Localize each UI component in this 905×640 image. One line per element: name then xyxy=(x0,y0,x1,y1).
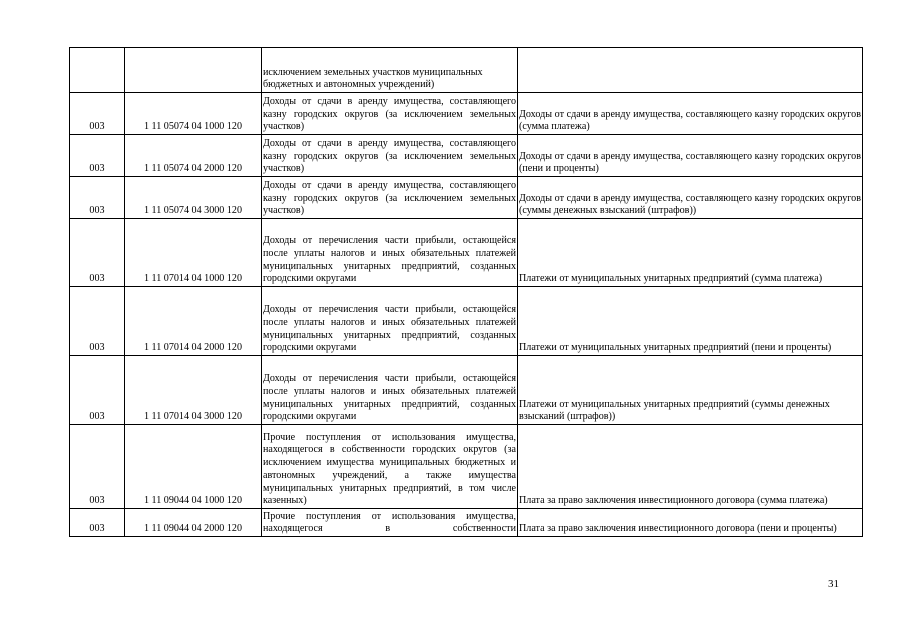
page-number: 31 xyxy=(828,578,839,590)
table-row xyxy=(70,287,863,356)
budget-code-cell: 1 11 07014 04 2000 120 xyxy=(125,287,262,356)
income-description-cell: Платежи от муниципальных унитарных предприятий (сумма платежа) xyxy=(518,219,863,287)
budget-code-cell: 1 11 05074 04 2000 120 xyxy=(125,135,262,177)
income-name-cell: Прочие поступления от использования имущества, находящегося в собственности городских округов (за исключением имущества муниципальных бюджетных и автономных учреждений, а также имущества муниципальных унитарных предприятий, в том числе казенных) xyxy=(262,425,518,509)
income-description-cell xyxy=(518,48,863,93)
income-description-cell: Доходы от сдачи в аренду имущества, составляющего казну городских округов (пени и проценты) xyxy=(518,135,863,177)
budget-code-cell: 1 11 07014 04 1000 120 xyxy=(125,219,262,287)
table-row xyxy=(70,177,863,219)
admin-code-cell xyxy=(70,48,125,93)
income-description-cell: Плата за право заключения инвестиционного договора (сумма платежа) xyxy=(518,425,863,509)
table-row xyxy=(70,48,863,93)
income-description-cell: Плата за право заключения инвестиционного договора (пени и проценты) xyxy=(518,509,863,537)
budget-code-cell: 1 11 09044 04 2000 120 xyxy=(125,509,262,537)
income-name-cell: Доходы от перечисления части прибыли, остающейся после уплаты налогов и иных обязательных платежей муниципальных унитарных предприятий, созданных городскими округами xyxy=(262,356,518,425)
table-row xyxy=(70,93,863,135)
table-row xyxy=(70,509,863,537)
income-name-cell: Доходы от сдачи в аренду имущества, составляющего казну городских округов (за исключением земельных участков) xyxy=(262,93,518,135)
admin-code-cell: 003 xyxy=(70,509,125,537)
budget-code-cell: 1 11 05074 04 1000 120 xyxy=(125,93,262,135)
admin-code-cell: 003 xyxy=(70,93,125,135)
budget-code-cell xyxy=(125,48,262,93)
table-row xyxy=(70,356,863,425)
table-row xyxy=(70,219,863,287)
budget-code-cell: 1 11 09044 04 1000 120 xyxy=(125,425,262,509)
income-name-cell: исключением земельных участков муниципальных бюджетных и автономных учреждений) xyxy=(262,48,518,93)
admin-code-cell: 003 xyxy=(70,425,125,509)
income-description-cell: Платежи от муниципальных унитарных предприятий (суммы денежных взысканий (штрафов)) xyxy=(518,356,863,425)
income-codes-table xyxy=(69,47,863,537)
income-description-cell: Платежи от муниципальных унитарных предприятий (пени и проценты) xyxy=(518,287,863,356)
table-row xyxy=(70,135,863,177)
income-description-cell: Доходы от сдачи в аренду имущества, составляющего казну городских округов (суммы денежных взысканий (штрафов)) xyxy=(518,177,863,219)
admin-code-cell: 003 xyxy=(70,135,125,177)
budget-code-cell: 1 11 05074 04 3000 120 xyxy=(125,177,262,219)
budget-code-cell: 1 11 07014 04 3000 120 xyxy=(125,356,262,425)
income-name-cell: Прочие поступления от использования имущества, находящегося в собственности xyxy=(262,509,518,537)
income-name-cell: Доходы от перечисления части прибыли, остающейся после уплаты налогов и иных обязательных платежей муниципальных унитарных предприятий, созданных городскими округами xyxy=(262,219,518,287)
income-name-cell: Доходы от сдачи в аренду имущества, составляющего казну городских округов (за исключением земельных участков) xyxy=(262,135,518,177)
admin-code-cell: 003 xyxy=(70,356,125,425)
admin-code-cell: 003 xyxy=(70,219,125,287)
table-row xyxy=(70,425,863,509)
income-name-cell: Доходы от сдачи в аренду имущества, составляющего казну городских округов (за исключением земельных участков) xyxy=(262,177,518,219)
admin-code-cell: 003 xyxy=(70,287,125,356)
income-description-cell: Доходы от сдачи в аренду имущества, составляющего казну городских округов (сумма платежа) xyxy=(518,93,863,135)
admin-code-cell: 003 xyxy=(70,177,125,219)
income-name-cell: Доходы от перечисления части прибыли, остающейся после уплаты налогов и иных обязательных платежей муниципальных унитарных предприятий, созданных городскими округами xyxy=(262,287,518,356)
